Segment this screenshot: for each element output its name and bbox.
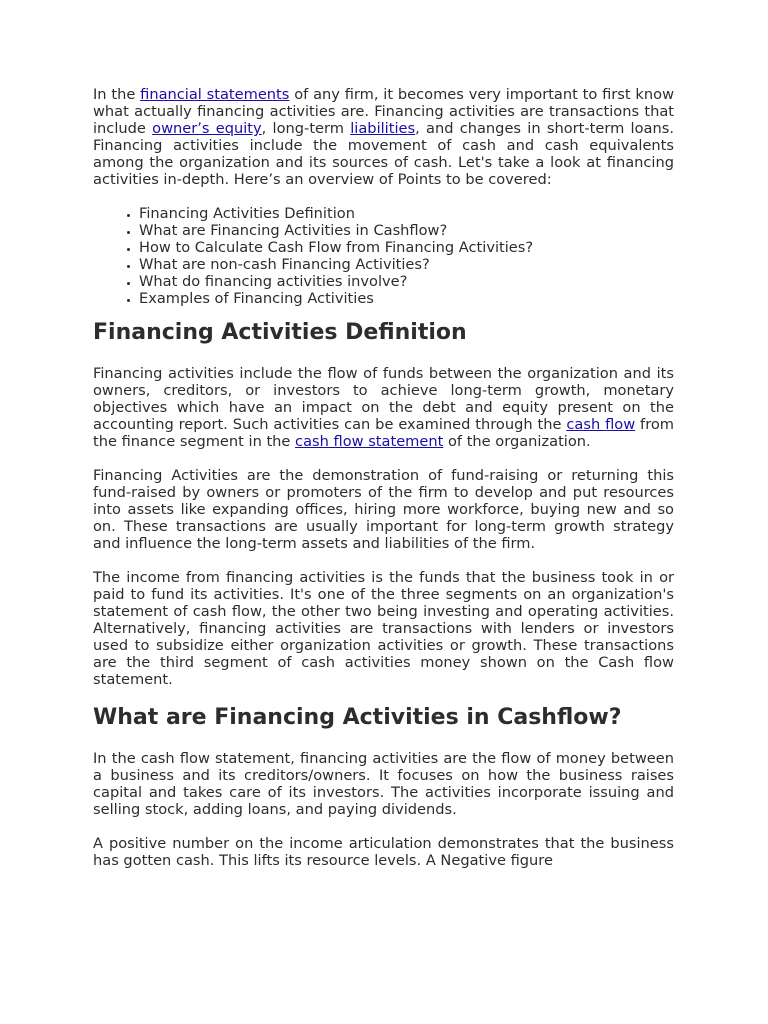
definition-paragraph-3: The income from financing activities is the funds that the business took in or paid to fund its activities. It's one of the three segments on an organization's statement of cash flow, the other two being investing and operating activities. Alternatively, financing activities are transactions with lenders or investors used to subsidize either organization activities or growth. These transactions are the third segment of cash activities money shown on the Cash flow statement. (93, 569, 674, 688)
liabilities-link[interactable]: liabilities (350, 120, 416, 137)
toc-item: • What are non-cash Financing Activities? (139, 256, 674, 273)
intro-paragraph: In the financial statements of any firm, it becomes very important to first know what actually financing activities are. Financing activities are transactions that include owner’s equity, long-term liabilities, and changes in short-term loans. Financing activities include the movement of cash and cash equivalents among the organization and its sources of cash. Let's take a look at financing activities in-depth. Here’s an overview of Points to be covered: (93, 86, 674, 188)
cash-flow-link[interactable]: cash flow (566, 416, 636, 433)
document-page (93, 86, 674, 922)
toc-item: • What are Financing Activities in Cashflow? (139, 222, 674, 239)
toc-item: • What do financing activities involve? (139, 273, 674, 290)
definition-paragraph-1: Financing activities include the flow of funds between the organization and its owners, creditors, or investors to achieve long-term growth, monetary objectives which have an impact on the debt and equity present on the accounting report. Such activities can be examined through the cash flow from the finance segment in the cash flow statement of the organization. (93, 365, 674, 450)
section-heading-cashflow: What are Financing Activities in Cashflow? (93, 705, 622, 730)
cashflow-paragraph-1: In the cash flow statement, financing activities are the flow of money between a business and its creditors/owners. It focuses on how the business raises capital and takes care of its investors. The activities incorporate issuing and selling stock, adding loans, and paying dividends. (93, 750, 674, 818)
toc-item: • Examples of Financing Activities (139, 290, 674, 307)
cashflow-paragraph-2: A positive number on the income articulation demonstrates that the business has gotten cash. This lifts its resource levels. A Negative figure (93, 835, 674, 869)
financial-statements-link[interactable]: financial statements (140, 86, 290, 103)
toc-item: • Financing Activities Definition (139, 205, 674, 222)
owners-equity-link[interactable]: owner’s equity (152, 120, 262, 137)
cash-flow-statement-link[interactable]: cash flow statement (295, 433, 444, 450)
section-heading-definition: Financing Activities Definition (93, 320, 467, 345)
definition-paragraph-2: Financing Activities are the demonstration of fund-raising or returning this fund-raised by owners or promoters of the firm to develop and put resources into assets like expanding offices, hiring more workforce, buying new and so on. These transactions are usually important for long-term growth strategy and influence the long-term assets and liabilities of the firm. (93, 467, 674, 552)
toc-list (93, 205, 674, 307)
toc-item: • How to Calculate Cash Flow from Financing Activities? (139, 239, 674, 256)
